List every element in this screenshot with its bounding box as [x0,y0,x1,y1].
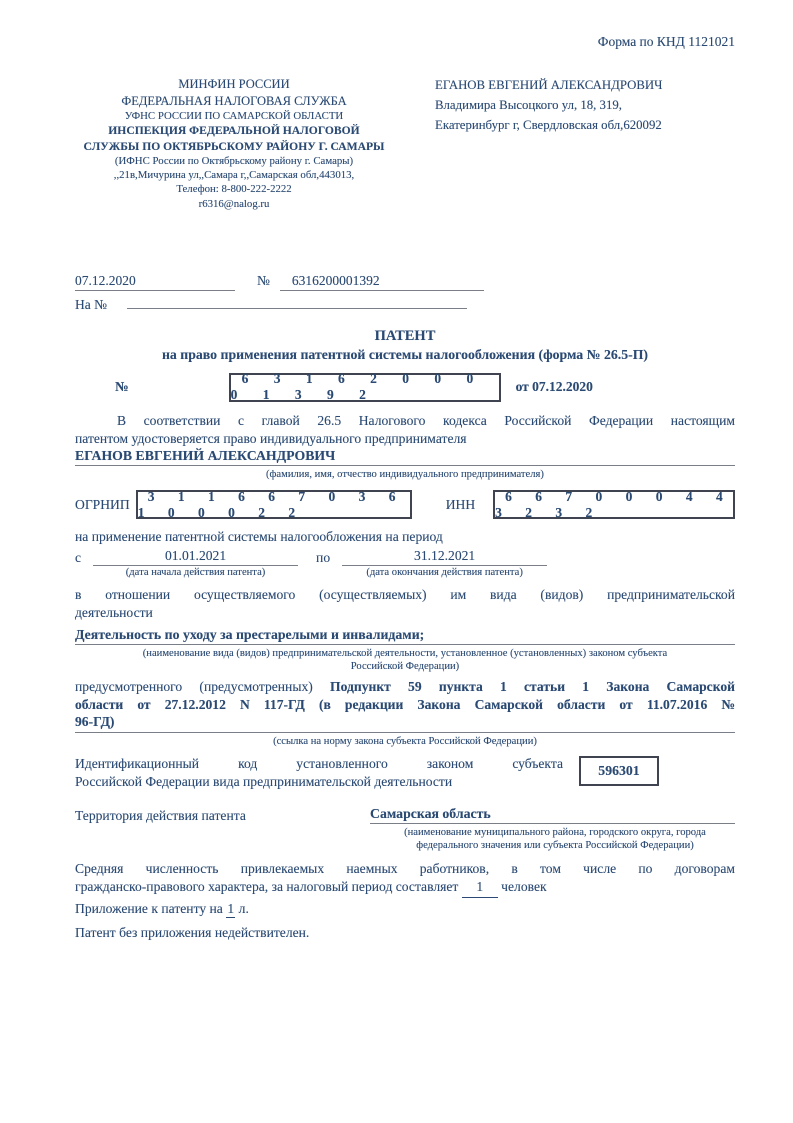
territory-label: Территория действия патента [75,808,246,824]
workers-line2 [75,878,735,897]
intro-paragraph [75,412,735,448]
law-line1 [75,678,735,696]
recipient-name: ЕГАНОВ ЕВГЕНИЙ АЛЕКСАНДРОВИЧ [435,78,663,92]
period-dates-row [75,548,735,579]
patent-issue-date: от 07.12.2020 [515,379,593,395]
identification-code-label [75,755,563,793]
attachment-text: Приложение к патенту на [75,900,223,916]
period-to-label: по [316,550,331,566]
attachment-line [75,901,735,918]
law-line3: 96-ГД) [75,713,735,733]
sender-ministry: МИНФИН РОССИИ [178,77,290,91]
patent-number-row [75,373,735,402]
document-content [75,34,735,941]
document-title: ПАТЕНТ [374,327,436,344]
identification-code-box: 596301 [579,756,659,786]
period-start-cell [93,548,298,579]
document-subtitle: на право применения патентной системы налогообложения (форма № 26.5-П) [161,346,649,362]
recipient-block [435,76,662,211]
sender-inspection-line1: ИНСПЕКЦИЯ ФЕДЕРАЛЬНОЙ НАЛОГОВОЙ [108,124,360,138]
attachment-unit: л. [238,900,249,916]
inn-box: 6 6 7 0 0 0 4 4 3 2 3 2 [493,490,735,519]
sender-phone: Телефон: 8-800-222-2222 [176,183,292,196]
reference-number-sign: № [257,272,270,288]
workers-paragraph [75,860,735,898]
intro-line2: патентом удостоверяется право индивидуального предпринимателя [75,431,467,447]
attachment-pages: 1 [227,900,235,916]
recipient-address-line1: Владимира Высоцкого ул, 18, 319, [435,97,622,112]
reference-reply-blank-line [127,294,467,309]
territory-caption-line1: (наименование муниципального района, городского округа, города [404,827,706,839]
identification-code-label-line1: Идентификационный код установленного законом субъекта [75,755,563,771]
entrepreneur-name-caption: (фамилия, имя, отчество индивидуального предпринимателя) [266,469,544,481]
reference-row-reply [75,294,735,313]
sender-service: ФЕДЕРАЛЬНАЯ НАЛОГОВАЯ СЛУЖБА [121,93,347,108]
form-code: Форма по КНД 1121021 [597,34,735,49]
law-line1-bold: Подпункт 59 пункта 1 статьи 1 Закона Самарской [330,678,735,694]
sender-regional: УФНС РОССИИ ПО САМАРСКОЙ ОБЛАСТИ [124,110,344,122]
title-block [75,328,735,363]
territory-value: Самарская область [370,806,735,824]
territory-caption-line2: федерального значения или субъекта Российской Федерации) [416,840,694,852]
activity-caption-line1: (наименование вида (видов) предпринимательской деятельности, установленное (установленных) законом субъекта [142,648,668,660]
ogrnip-label: ОГРНИП [75,496,130,512]
header-row [75,76,735,211]
period-start-date: 01.01.2021 [93,548,298,566]
activity-name: Деятельность по уходу за престарелыми и инвалидами; [75,627,735,645]
activity-intro-line1: в отношении осуществляемого (осуществляемых) им вида (видов) предпринимательской [75,586,735,602]
sender-email: r6316@nalog.ru [198,197,270,210]
activity-intro [75,586,735,622]
sender-short-name: (ИФНС России по Октябрьскому району г. Самары) [114,154,354,167]
workers-line1: Средняя численность привлекаемых наемных работников, в том числе по договорам [75,860,735,876]
period-start-caption: (дата начала действия патента) [125,567,266,579]
reference-reply-label: На № [75,296,107,312]
reference-row-date-number [75,273,735,291]
period-from-label: с [75,550,82,566]
ogrnip-box: 3 1 1 6 6 7 0 3 6 1 0 0 0 2 2 [136,490,412,519]
law-line2: области от 27.12.2012 N 117-ГД (в редакции Закона Самарской области от 11.07.2016 № [75,696,735,712]
period-end-caption: (дата окончания действия патента) [366,567,523,579]
reference-date: 07.12.2020 [75,273,235,291]
intro-line1: В соответствии с главой 26.5 Налогового кодекса Российской Федерации настоящим [117,412,735,428]
period-end-date: 31.12.2021 [342,548,547,566]
entrepreneur-name: ЕГАНОВ ЕВГЕНИЙ АЛЕКСАНДРОВИЧ [75,448,735,466]
activity-caption-line2: Российской Федерации) [350,661,460,673]
sender-inspection-line2: СЛУЖБЫ ПО ОКТЯБРЬСКОМУ РАЙОНУ Г. САМАРЫ [83,139,385,153]
sender-address: ,,21в,Мичурина ул,,Самара г,,Самарская обл,443013, [113,169,355,182]
registration-codes-row [75,490,735,519]
identification-code-label-line2: Российской Федерации вида предпринимательской деятельности [75,774,453,790]
law-caption: (ссылка на норму закона субъекта Российской Федерации) [273,736,537,748]
sender-block [75,76,393,211]
territory-row [75,806,735,824]
patent-number-box: 6 3 1 6 2 0 0 0 0 1 3 9 2 [229,373,501,402]
workers-unit: человек [501,879,547,895]
validity-note: Патент без приложения недействителен. [75,924,310,940]
law-reference-paragraph [75,678,735,734]
recipient-address-line2: Екатеринбург г, Свердловская обл,620092 [435,117,662,132]
reference-number: 6316200001392 [280,273,484,291]
identification-code-block [75,755,735,793]
workers-line2-text: гражданско-правового характера, за налоговый период составляет [75,879,459,895]
patent-number-label: № [115,379,129,395]
inn-label: ИНН [445,496,476,512]
period-intro: на применение патентной системы налогообложения на период [75,529,443,545]
activity-intro-line2: деятельности [75,604,153,620]
period-end-cell [342,548,547,579]
reference-block [75,273,735,313]
law-prefix: предусмотренного (предусмотренных) [75,678,313,694]
territory-caption [375,826,735,852]
workers-count: 1 [462,878,498,897]
